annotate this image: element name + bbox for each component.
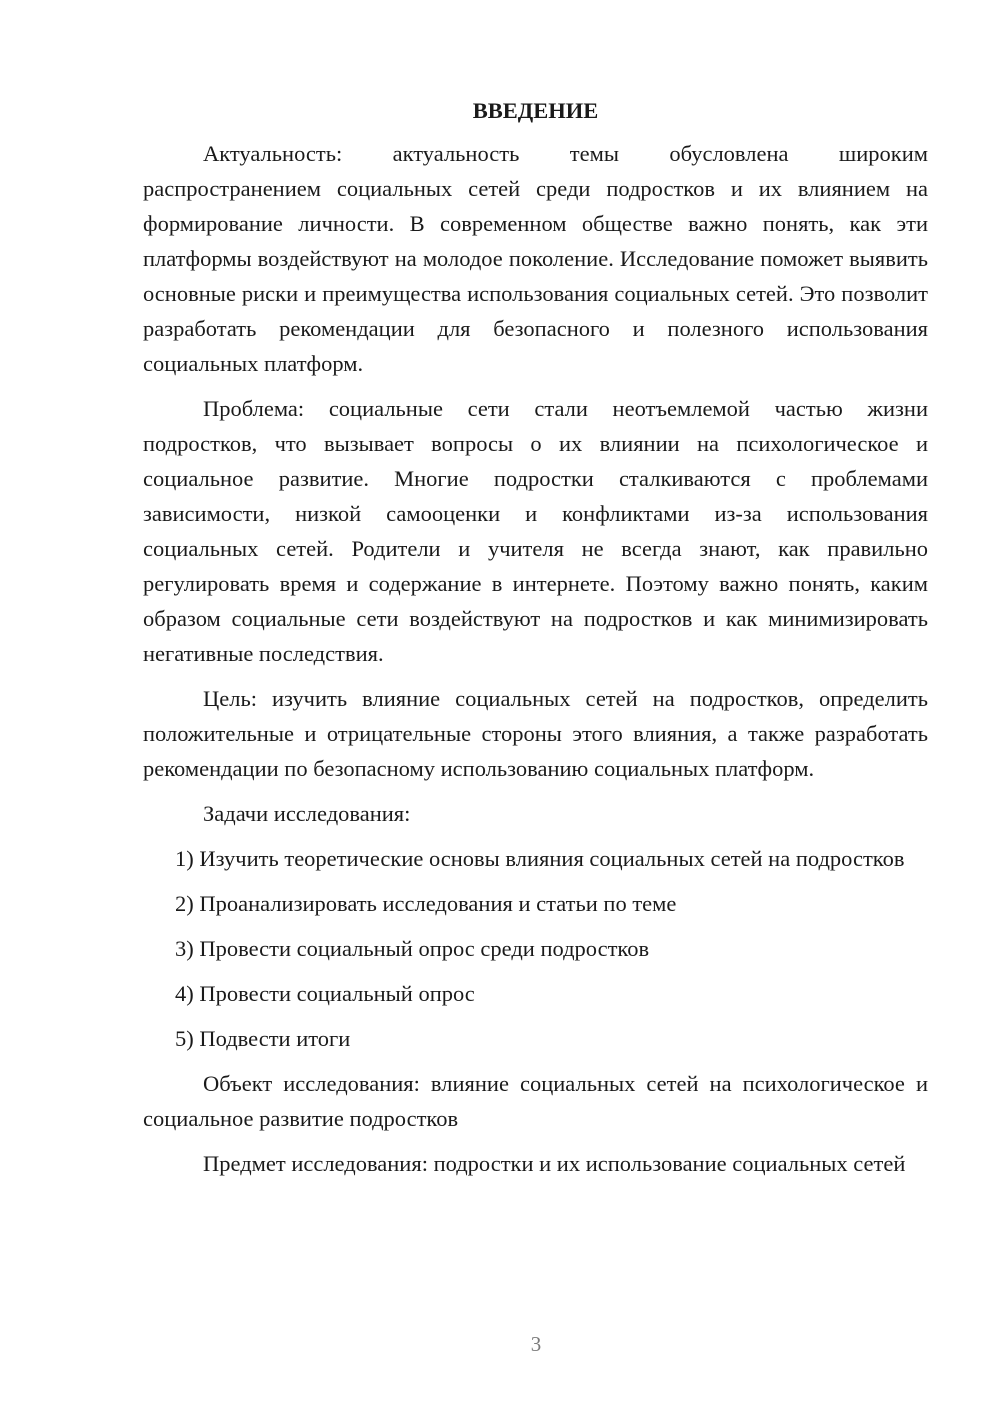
section-title: ВВЕДЕНИЕ [472, 98, 599, 123]
problem-paragraph: Проблема: социальные сети стали неотъемлемой частью жизни подростков, что вызывает вопросы о их влиянии на психологическое и социальное развитие. Многие подростки сталкиваются с проблемами зависимости, низкой самооценки и конфликтами из-за использования социальных сетей. Родители и учителя не всегда знают, как правильно регулировать время и содержание в интернете. Поэтому важно понять, каким образом социальные сети воздействуют на подростков и как минимизировать негативные последствия. [143, 396, 928, 666]
task-item: 3) Провести социальный опрос среди подростков [175, 936, 650, 961]
task-item: 1) Изучить теоретические основы влияния социальных сетей на подростков [175, 846, 905, 871]
task-item: 4) Провести социальный опрос [175, 981, 475, 1006]
tasks-list [143, 841, 928, 1056]
tasks-heading: Задачи исследования: [203, 801, 411, 826]
task-item: 5) Подвести итоги [175, 1026, 351, 1051]
document-page [143, 92, 928, 1191]
task-item: 2) Проанализировать исследования и статьи по теме [175, 891, 677, 916]
object-paragraph: Объект исследования: влияние социальных сетей на психологическое и социальное развитие подростков [143, 1071, 928, 1131]
goal-paragraph: Цель: изучить влияние социальных сетей на подростков, определить положительные и отрицательные стороны этого влияния, а также разработать рекомендации по безопасному использованию социальных платформ. [143, 686, 928, 781]
subject-paragraph: Предмет исследования: подростки и их использование социальных сетей [203, 1151, 906, 1176]
relevance-paragraph: Актуальность: актуальность темы обусловлена широким распространением социальных сетей среди подростков и их влиянием на формирование личности. В современном обществе важно понять, как эти платформы воздействуют на молодое поколение. Исследование поможет выявить основные риски и преимущества использования социальных сетей. Это позволит разработать рекомендации для безопасного и полезного использования социальных платформ. [143, 141, 928, 376]
page-number: 3 [530, 1332, 542, 1356]
